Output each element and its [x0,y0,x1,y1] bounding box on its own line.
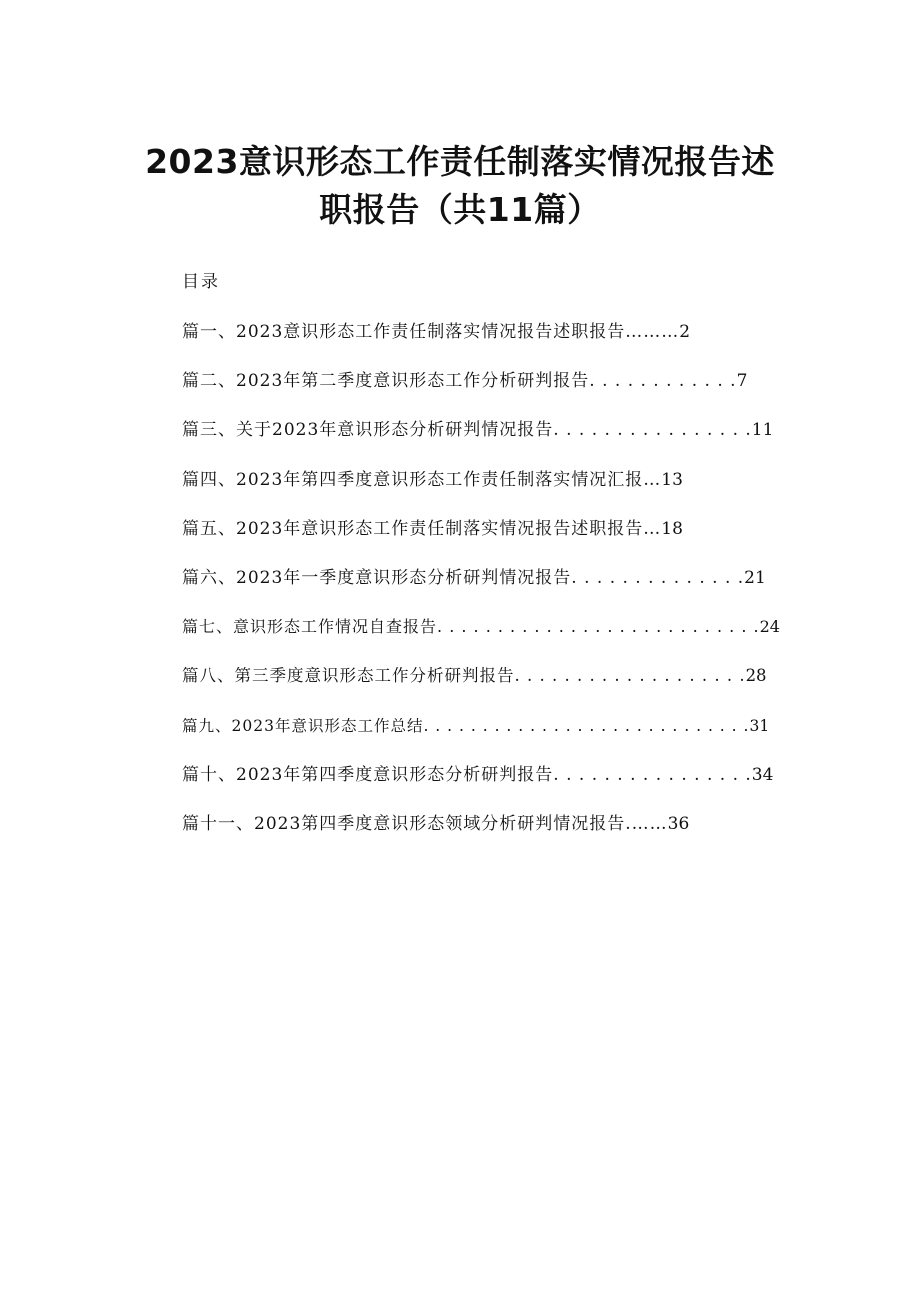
toc-item-leader: … [643,469,662,490]
toc-item-leader: . . . . . . . . . . . . . . . . [553,420,752,441]
toc-item-label: 篇六、2023年一季度意识形态分析研判情况报告 [182,567,572,588]
toc-item-page: 31 [749,716,770,735]
toc-item-page: 34 [751,764,774,785]
toc-item-leader: . . . . . . . . . . . . . . [571,567,745,588]
toc-item-label: 篇一、2023意识形态工作责任制落实情况报告述职报告 [182,322,626,342]
toc-item[interactable] [182,711,782,760]
toc-item[interactable] [182,760,782,809]
toc-item[interactable] [182,809,782,858]
toc-item-page: 13 [661,469,683,490]
toc-item-page: 11 [751,420,774,441]
document-title-line-2: 职报告（共11篇） [319,190,601,229]
toc-item-page: 2 [679,322,691,342]
toc-item[interactable] [182,661,782,710]
toc-item-label: 篇四、2023年第四季度意识形态工作责任制落实情况汇报 [182,469,644,490]
toc-item-leader: …… [631,813,668,834]
document-title-line-1: 2023意识形态工作责任制落实情况报告述 [145,142,775,181]
toc-item-page: 36 [667,813,690,834]
toc-item-page: 24 [759,617,780,637]
toc-item-leader: . . . . . . . . . . . . . . . . . . . . . . . . . . . [437,617,760,637]
toc-item-label: 篇三、关于2023年意识形态分析研判情况报告 [182,420,554,441]
toc-item[interactable] [182,317,782,366]
toc-item-page: 18 [661,518,683,539]
toc-item[interactable] [182,514,782,563]
toc-item[interactable] [182,366,782,415]
toc-heading: 目录 [182,272,220,292]
toc-item-label: 篇十一、2023第四季度意识形态领域分析研判情况报告. [182,813,632,834]
toc-item-label: 篇十、2023年第四季度意识形态分析研判报告 [182,764,554,785]
toc-item[interactable] [182,563,782,612]
toc-item-leader: . . . . . . . . . . . . . . . . [553,764,752,785]
toc-item[interactable] [182,612,782,661]
toc-item-page: 28 [745,666,767,686]
table-of-contents [182,317,782,858]
toc-item-label: 篇九、2023年意识形态工作总结 [182,716,424,735]
toc-item-label: 篇七、意识形态工作情况自查报告 [182,617,438,637]
toc-item-leader: . . . . . . . . . . . . . . . . . . . [514,666,746,686]
toc-item-leader: … [643,518,662,539]
toc-item-leader: ……… [625,322,680,342]
toc-item[interactable] [182,465,782,514]
toc-item-label: 篇五、2023年意识形态工作责任制落实情况报告述职报告 [182,518,644,539]
toc-item-label: 篇二、2023年第二季度意识形态工作分析研判报告 [182,371,590,392]
toc-item[interactable] [182,415,782,464]
toc-item-leader: . . . . . . . . . . . . . . . . . . . . . . . . . . . . [423,716,750,735]
toc-item-page: 21 [744,567,766,588]
toc-item-page: 7 [736,371,748,392]
toc-item-leader: . . . . . . . . . . . . [589,371,737,392]
toc-item-label: 篇八、第三季度意识形态工作分析研判报告 [182,666,515,686]
